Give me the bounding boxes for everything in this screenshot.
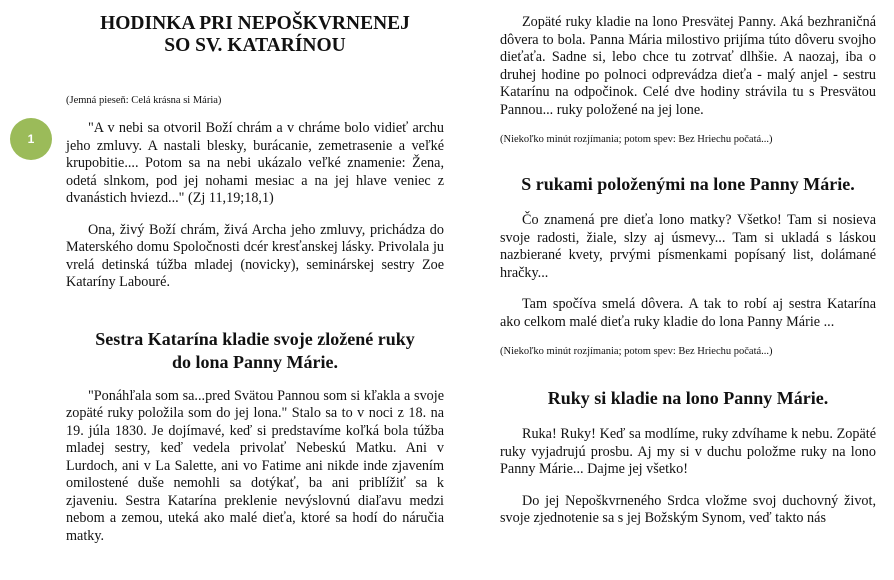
right-column <box>500 0 876 528</box>
heading-line-1: Sestra Katarína kladie svoje zložené ruky <box>95 328 415 349</box>
heart-paragraph: Do jej Nepoškvrneného Srdca vložme svoj duchovný život, svoje zjednotenie sa s jej Božským Synom, veď takto nás <box>500 492 876 526</box>
document-title <box>66 13 444 57</box>
section-heading-hands: Ruky si kladie na lono Panny Márie. <box>547 388 829 408</box>
trust-paragraph: Zopäté ruky kladie na lono Presvätej Panny. Aká bezhraničná dôvera to bola. Panna Mária milostivo prijíma túto dôveru svojho dieťaťa. Sadne si, lebo chce tu zotrvať dlhšie. A naozaj, iba o druhej hodine po polnoci odprevádza dieťa - malý anjel - sestru Katarínu na odpočinok. Celé dve hodiny strávila tu s Presvätou Pannou... ruky položené na jej lone. <box>500 14 876 118</box>
mother-lap-paragraph: Čo znamená pre dieťa lono matky? Všetko! Tam si nosieva svoje radosti, žiale, slzy aj úsmevy... Tam si ukladá s láskou nazbierané kvety, prvými písmenkami popísaný list, dolámané hračky... <box>500 212 876 281</box>
meditation-note-2: (Niekoľko minút rozjímania; potom spev: Bez Hriechu počatá...) <box>500 346 773 357</box>
title-line-2: SO SV. KATARÍNOU <box>164 35 346 56</box>
meditation-note-1: (Niekoľko minút rozjímania; potom spev: Bez Hriechu počatá...) <box>500 134 773 145</box>
page-number-badge: 1 <box>10 118 52 160</box>
left-column <box>66 0 444 545</box>
hands-paragraph: Ruka! Ruky! Keď sa modlíme, ruky zdvíhame k nebu. Zopäté ruky vyjadrujú prosbu. Aj my si v duchu položme ruky na lono Panny Márie... Dajme jej všetko! <box>500 426 876 477</box>
section-heading-hands-on-lap: S rukami položenými na lone Panny Márie. <box>521 174 855 194</box>
heading-line-2: do lona Panny Márie. <box>171 351 338 372</box>
scripture-quote: "A v nebi sa otvoril Boží chrám a v chráme bolo vidieť archu jeho zmluvy. A nastali blesky, burácanie, zemetrasenie a veľké krupobitie.... Potom sa na nebi ukázalo veľké znamenie: Žena, odetá slnkom, pod jej nohami mesiac a na jej hlave veniec z dvanástich hviezd..." (Zj 11,19;18,1) <box>66 120 444 206</box>
song-note: (Jemná pieseň: Celá krásna si Mária) <box>66 95 222 106</box>
bold-trust-paragraph: Tam spočíva smelá dôvera. A tak to robí aj sestra Katarína ako celkom malé dieťa ruky kladie do lona Panny Márie ... <box>500 296 876 330</box>
section-heading-katarina <box>66 328 444 374</box>
apparition-paragraph: "Ponáhľala som sa...pred Svätou Pannou som si kľakla a svoje zopäté ruky položila som do jej lona." Stalo sa to v noci z 18. na 19. júla 1830. Je dojímavé, keď si predstavíme koľká bola túžba mladej sestry, keď vedela privolať Nebeskú Matku. Ani v Lurdoch, ani v La Salette, ani vo Fatime ani nikde inde zjavením omilostené duše nemohli sa dotýkať, ba ani priblížiť sa k zjaveniu. Sestra Katarína preklenie nevýslovnú diaľavu medzi nebom a zemou, uteká ako malé dieťa, ktoré sa hodí do náručia matky. <box>66 387 444 544</box>
intro-paragraph: Ona, živý Boží chrám, živá Archa jeho zmluvy, prichádza do Materského domu Spoločnosti dcér kresťanskej lásky. Privolala ju vrelá detinská túžba mladej (novicky), seminárskej sestry Zoe Kataríny Labouré. <box>66 221 444 290</box>
title-line-1: HODINKA PRI NEPOŠKVRNENEJ <box>100 13 410 34</box>
